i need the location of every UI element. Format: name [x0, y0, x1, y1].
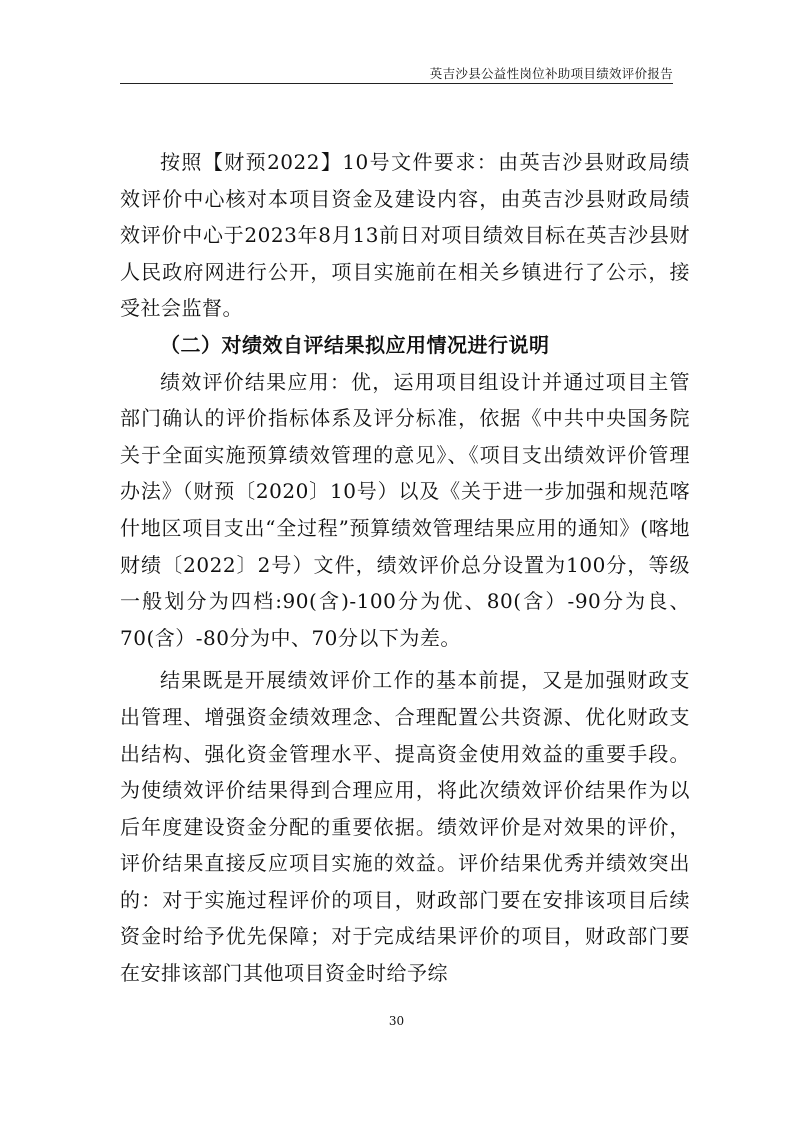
page-number: 30 [388, 1014, 405, 1028]
header-divider [120, 83, 673, 84]
paragraph-publicity: 按照【财预2022】10号文件要求：由英吉沙县财政局绩效评价中心核对本项目资金及建设内容，由英吉沙县财政局绩效评价中心于2023年8月13前日对项目绩效目标在英吉沙县财人民政府网进行公开，项目实施前在相关乡镇进行了公示，接受社会监督。 [120, 150, 690, 321]
page-body [120, 144, 690, 992]
paragraph-result-usage: 结果既是开展绩效评价工作的基本前提，又是加强财政支出管理、增强资金绩效理念、合理配置公共资源、优化财政支出结构、强化资金管理水平、提高资金使用效益的重要手段。为使绩效评价结果得到合理应用，将此次绩效评价结果作为以后年度建设资金分配的重要依据。绩效评价是对效果的评价，评价结果直接反应项目实施的效益。评价结果优秀并绩效突出的：对于实施过程评价的项目，财政部门要在安排该项目后续资金时给予优先保障；对于完成结果评价的项目，财政部门要在安排该部门其他项目资金时给予综 [120, 668, 690, 986]
running-header-title: 英吉沙县公益性岗位补助项目绩效评价报告 [429, 66, 673, 81]
section-heading: （二）对绩效自评结果拟应用情况进行说明 [160, 332, 550, 357]
paragraph-evaluation-application: 绩效评价结果应用：优，运用项目组设计并通过项目主管部门确认的评价指标体系及评分标准，依据《中共中央国务院关于全面实施预算绩效管理的意见》、《项目支出绩效评价管理办法》（财预〔2020〕10号）以及《关于进一步加强和规范喀什地区项目支出“全过程”预算绩效管理结果应用的通知》(喀地财绩〔2022〕2号）文件，绩效评价总分设置为100分，等级一般划分为四档:90(含)-100分为优、80(含）-90分为良、70(含）-80分为中、70分以下为差。 [120, 369, 690, 650]
